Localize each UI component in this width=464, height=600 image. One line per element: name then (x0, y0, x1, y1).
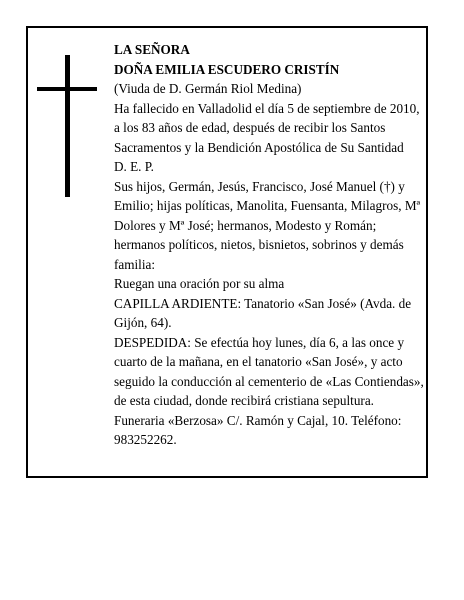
widow-of: (Viuda de D. Germán Riol Medina) (114, 81, 302, 96)
notice-body (114, 40, 426, 450)
deceased-name: DOÑA EMILIA ESCUDERO CRISTÍN (114, 61, 340, 77)
family-text: Sus hijos, Germán, Jesús, Francisco, José Manuel (†) y Emilio; hijas políticas, Manolita, Fuensanta, Milagros, Mª Dolores y Mª José; hermanos, Modesto y Román; hermanos políticos, nietos, bisnietos, sobrinos y demás familia: (114, 178, 421, 272)
chapel-text: CAPILLA ARDIENTE: Tanatorio «San José» (Avda. de Gijón, 64). (114, 295, 412, 330)
notice-title: LA SEÑORA (114, 42, 190, 57)
prayer-text: Ruegan una oración por su alma (114, 276, 285, 291)
funeral-home-text: Funeraria «Berzosa» C/. Ramón y Cajal, 10. Teléfono: 983252262. (114, 412, 402, 447)
cross-icon (65, 55, 70, 197)
farewell-text: DESPEDIDA: Se efectúa hoy lunes, día 6, a las once y cuarto de la mañana, en el tanatorio «San José», y acto seguido la conducción al cementerio de «Las Contiendas», de esta ciudad, donde recibirá cristiana sepultura. (114, 334, 424, 408)
death-announcement: Ha fallecido en Valladolid el día 5 de septiembre de 2010, a los 83 años de edad, después de recibir los Santos Sacramentos y la Bendición Apostólica de Su Santidad (114, 100, 420, 155)
cross-icon-bar (37, 87, 97, 91)
rip-text: D. E. P. (114, 159, 154, 174)
obituary-notice (26, 26, 428, 478)
